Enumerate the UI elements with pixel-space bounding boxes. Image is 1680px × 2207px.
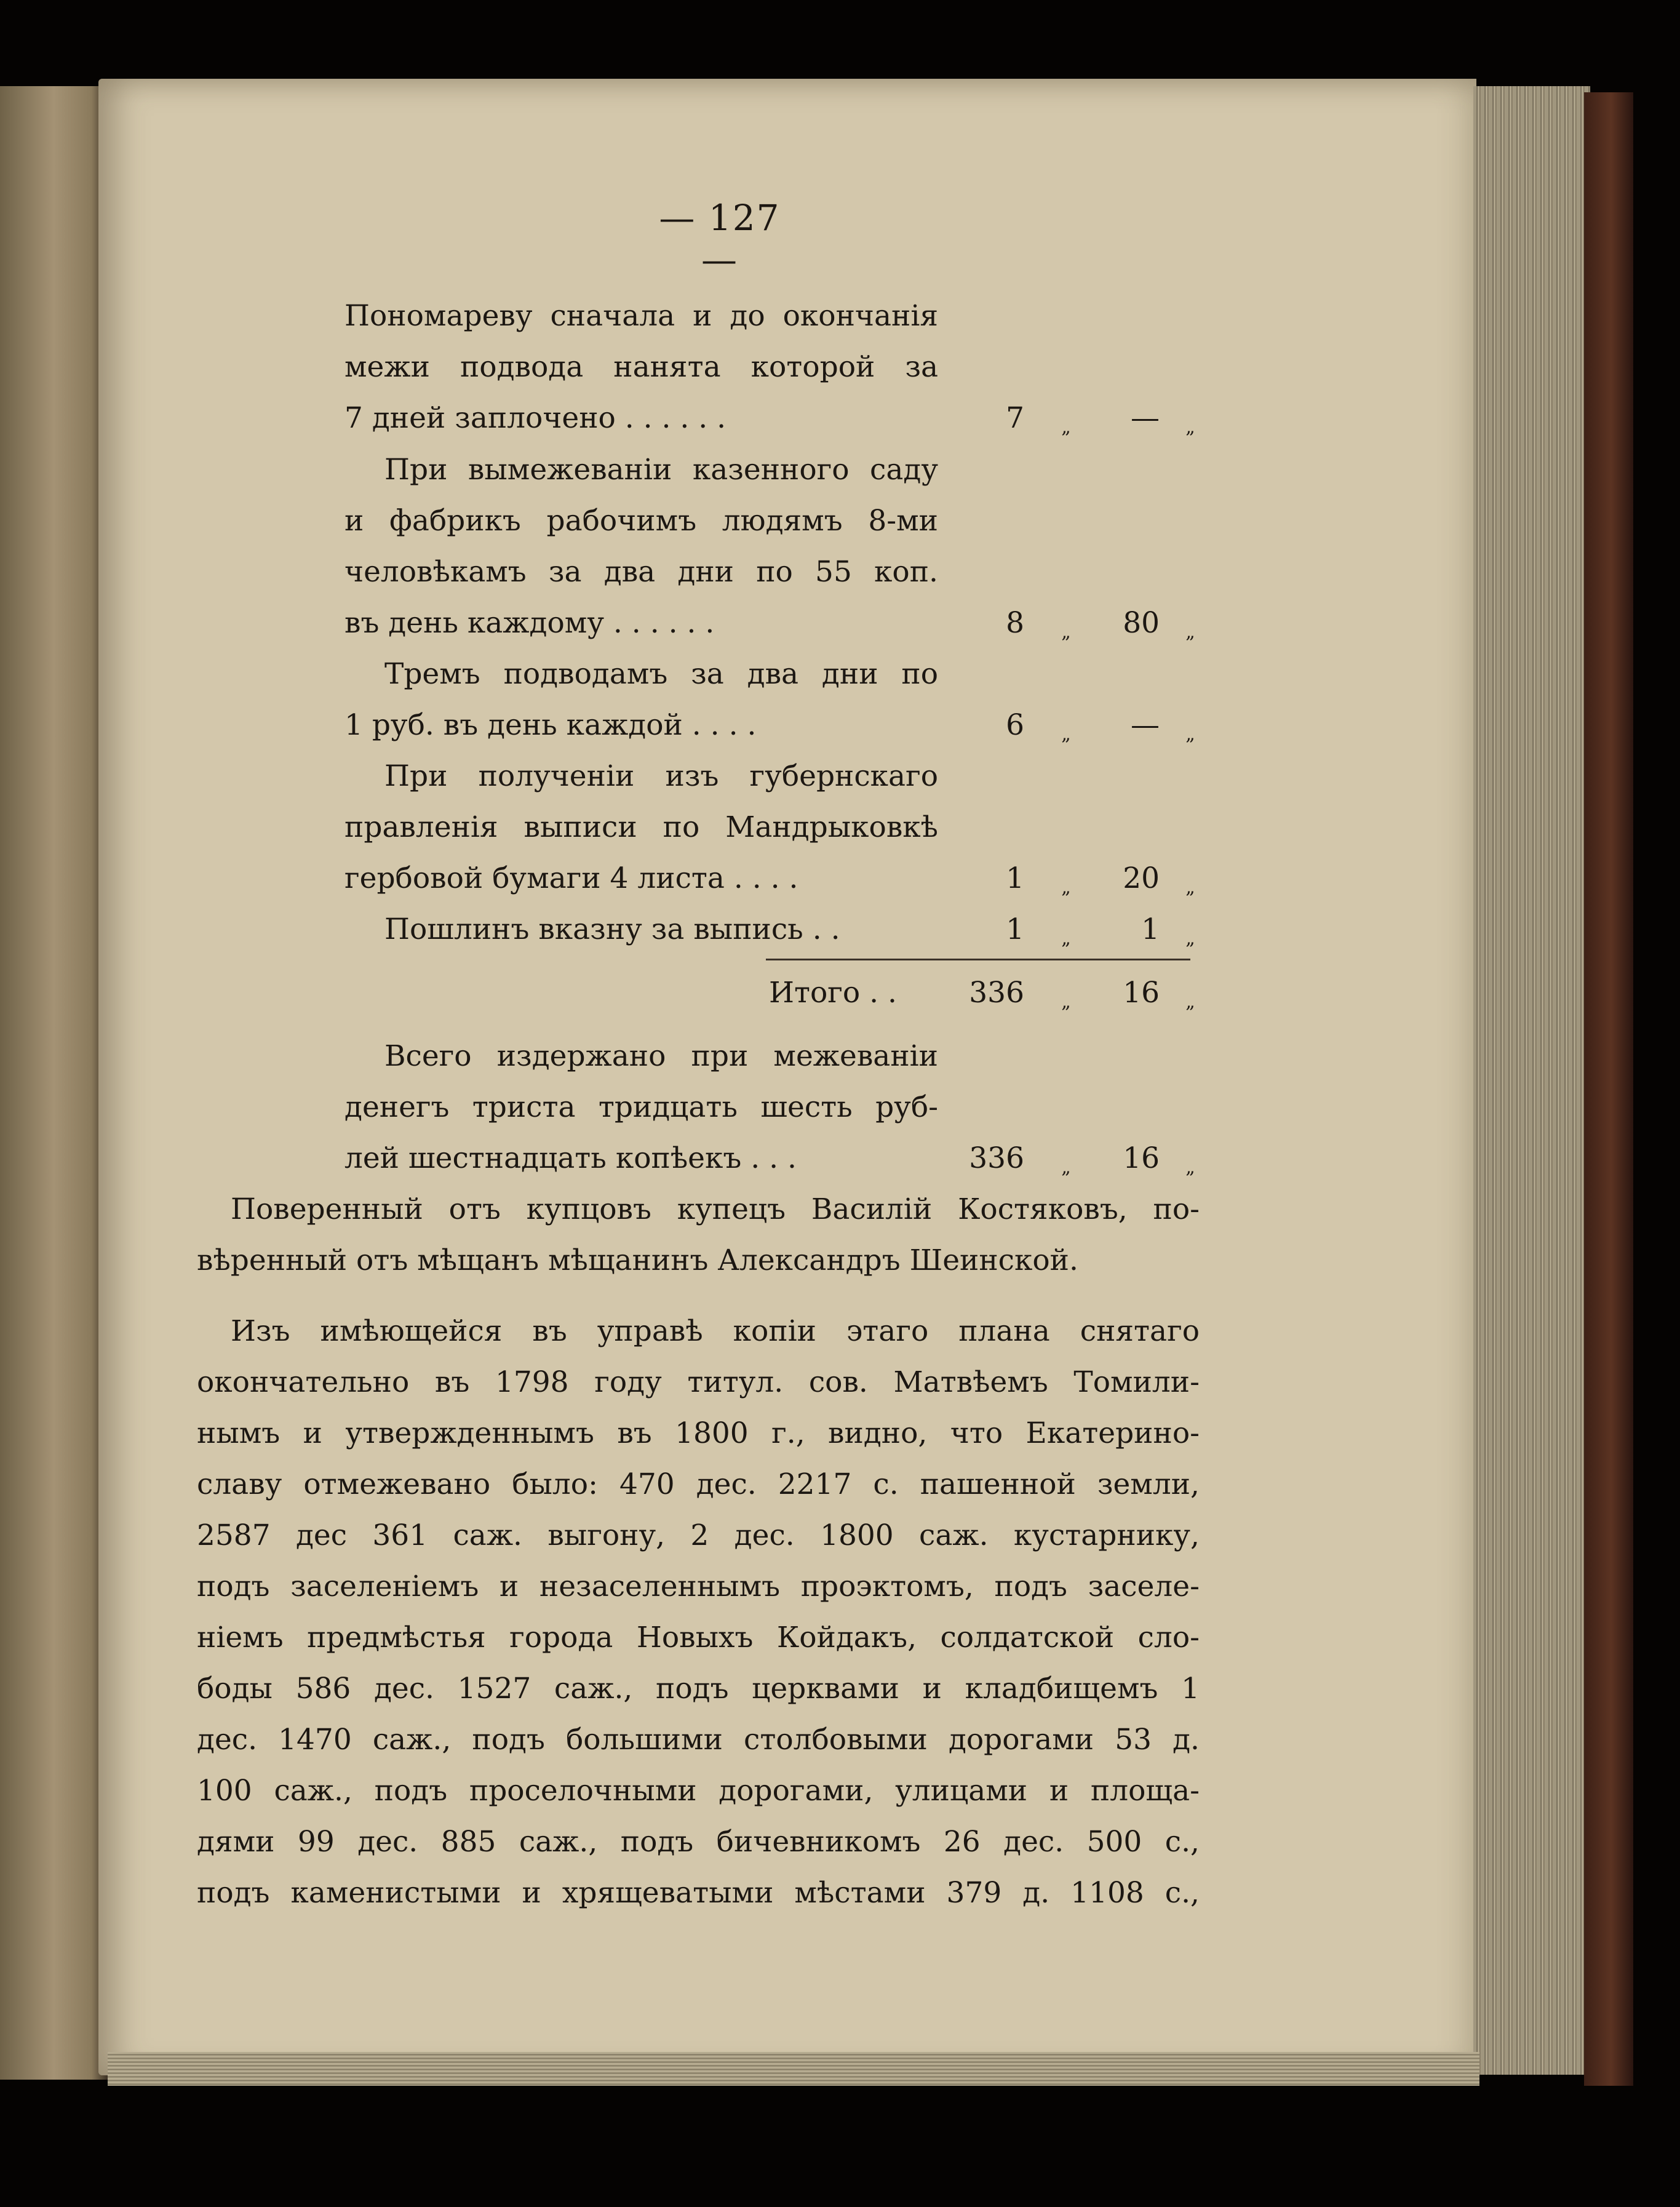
- ditto-mark: „: [1185, 991, 1195, 1013]
- total-label: Итого . .: [769, 976, 897, 1010]
- rubles-value: 6: [1006, 708, 1024, 742]
- entry-line: При вымежеванiи казенного саду: [384, 453, 938, 487]
- total-rubles: 336: [969, 976, 1024, 1010]
- row-label: 1 руб. въ день каждой . . . .: [344, 708, 757, 742]
- rubles-value: 1: [1006, 912, 1024, 946]
- entry-line: правленія выписи по Мандрыковкѣ: [344, 810, 938, 844]
- rubles-value: 1: [1006, 861, 1024, 895]
- kopecks-value: 20: [1123, 861, 1160, 895]
- ditto-mark: „: [1185, 1157, 1195, 1178]
- ditto-mark: „: [1061, 724, 1071, 745]
- signature-line: вѣренный отъ мѣщанъ мѣщанинъ Александръ Шеинской.: [197, 1243, 1078, 1277]
- entry-line: Пономареву сначала и до окончанія: [344, 299, 938, 333]
- rubles-value: 8: [1006, 606, 1024, 640]
- summary-kopecks: 16: [1123, 1141, 1160, 1175]
- ditto-mark: „: [1061, 417, 1071, 438]
- paragraph-line: 2587 дес 361 саж. выгону, 2 дес. 1800 саж. кустарнику,: [197, 1519, 1200, 1552]
- ditto-mark: „: [1185, 621, 1195, 643]
- entry-line: Тремъ подводамъ за два дни по: [384, 657, 938, 691]
- entry-line: человѣкамъ за два дни по 55 коп.: [344, 555, 938, 589]
- paragraph-line: дес. 1470 саж., подъ большими столбовыми дорогами 53 д.: [197, 1723, 1200, 1757]
- kopecks-value: —: [1131, 708, 1160, 742]
- total-kopecks: 16: [1123, 976, 1160, 1010]
- ditto-mark: „: [1061, 621, 1071, 643]
- ditto-mark: „: [1185, 724, 1195, 745]
- paragraph-line: подъ каменистыми и хрящеватыми мѣстами 379 д. 1108 с.,: [197, 1876, 1200, 1910]
- ditto-mark: „: [1061, 877, 1071, 898]
- paragraph-line: подъ заселенiемъ и незаселеннымъ проэктомъ, подъ заселе-: [197, 1570, 1200, 1603]
- kopecks-value: 1: [1141, 912, 1160, 946]
- rubles-value: 7: [1006, 401, 1024, 435]
- paragraph-line: 100 саж., подъ проселочными дорогами, улицами и площа-: [197, 1774, 1200, 1808]
- row-label: гербовой бумаги 4 листа . . . .: [344, 861, 798, 895]
- row-label: въ день каждому . . . . . .: [344, 606, 715, 640]
- signature-line: Поверенный отъ купцовъ купецъ Василiй Костяковъ, по-: [231, 1192, 1200, 1226]
- page-number: — 127 —: [659, 197, 781, 281]
- ditto-mark: „: [1185, 417, 1195, 438]
- paragraph-line: нымъ и утвержденнымъ въ 1800 г., видно, что Екатерино-: [197, 1416, 1200, 1450]
- kopecks-value: 80: [1123, 606, 1160, 640]
- total-rule: [766, 959, 1190, 960]
- paragraph-line: окончательно въ 1798 году титул. сов. Матвѣемъ Томили-: [197, 1365, 1200, 1399]
- kopecks-value: —: [1131, 401, 1160, 435]
- ditto-mark: „: [1061, 991, 1071, 1013]
- row-label: Пошлинъ вказну за выпись . .: [384, 912, 840, 946]
- paragraph-line: дями 99 дес. 885 саж., подъ бичевникомъ 26 дес. 500 с.,: [197, 1825, 1200, 1859]
- entry-line: и фабрикъ рабочимъ людямъ 8-ми: [344, 504, 938, 538]
- paragraph-line: боды 586 дес. 1527 саж., подъ церквами и кладбищемъ 1: [197, 1672, 1200, 1706]
- ditto-mark: „: [1061, 1157, 1071, 1178]
- entry-line: При полученiи изъ губернскаго: [384, 759, 938, 793]
- ditto-mark: „: [1061, 928, 1071, 949]
- paragraph-line: Изъ имѣющейся въ управѣ копiи этаго плана снятаго: [231, 1314, 1200, 1348]
- summary-rubles: 336: [969, 1141, 1024, 1175]
- ditto-mark: „: [1185, 928, 1195, 949]
- summary-line: денегъ триста тридцать шесть руб-: [344, 1090, 938, 1124]
- paragraph-line: нiемъ предмѣстья города Новыхъ Койдакъ, солдатской сло-: [197, 1621, 1200, 1654]
- row-label: 7 дней заплочено . . . . . .: [344, 401, 727, 435]
- entry-line: межи подвода нанята которой за: [344, 350, 938, 384]
- ditto-mark: „: [1185, 877, 1195, 898]
- summary-line: Всего издержано при межеванiи: [384, 1039, 938, 1073]
- summary-row-label: лей шестнадцать копѣекъ . . .: [344, 1141, 797, 1175]
- paragraph-line: славу отмежевано было: 470 дес. 2217 с. пашенной земли,: [197, 1467, 1200, 1501]
